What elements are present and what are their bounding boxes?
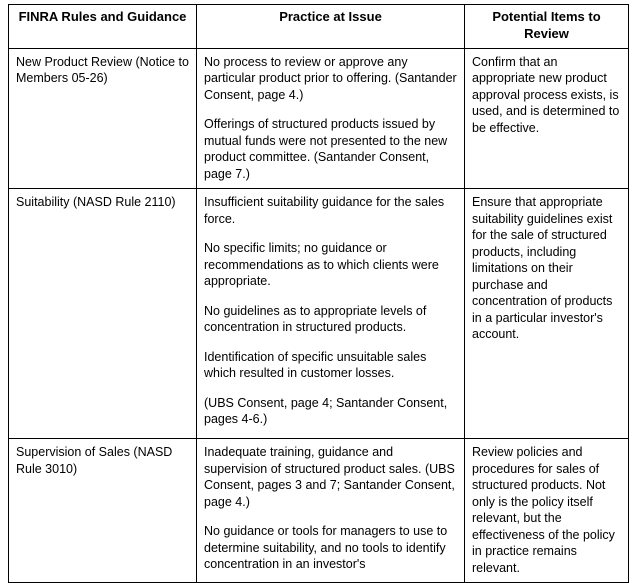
paragraph: Confirm that an appropriate new product approval process exists, is used, and is determined to be effective. bbox=[472, 54, 620, 135]
paragraph: (UBS Consent, page 4; Santander Consent, pages 4-6.) bbox=[204, 395, 448, 427]
paragraph: Suitability (NASD Rule 2110) bbox=[16, 195, 176, 210]
table-row bbox=[9, 189, 629, 439]
cell-rules bbox=[9, 48, 197, 189]
paragraph-text: Offerings of structured products issued by mutual funds were not presented to the new product committee. (Santander Consent, page 7.) bbox=[204, 117, 448, 181]
paragraph: No guidelines as to appropriate levels of concentration in structured products. bbox=[204, 303, 427, 335]
table-row bbox=[9, 48, 629, 189]
column-header-practice: Practice at Issue bbox=[197, 5, 465, 49]
cell-practice bbox=[197, 189, 465, 439]
cell-rules bbox=[9, 439, 197, 583]
column-header-rules: FINRA Rules and Guidance bbox=[9, 5, 197, 49]
paragraph: Insufficient suitability guidance for the sales force. bbox=[204, 195, 445, 226]
column-header-potential: Potential Items to Review bbox=[465, 5, 629, 49]
paragraph: No guidance or tools for managers to use to determine suitability, and no tools to identify concentration in an investor's bbox=[204, 524, 448, 572]
paragraph: Ensure that appropriate suitability guidelines exist for the sale of structured products, including limitations on their purchase and concentration of products in a particular investor's account. bbox=[472, 195, 613, 342]
paragraph: No specific limits; no guidance or recommendations as to which clients were appropriate. bbox=[204, 241, 439, 289]
paragraph: No process to review or approve any particular product prior to offering. (Santander Consent, page 4.) bbox=[204, 54, 457, 102]
compliance-table bbox=[8, 4, 629, 583]
paragraph: Inadequate training, guidance and supervision of structured product sales. (UBS Consent, pages 3 and 7; Santander Consent, page 4.) bbox=[204, 445, 455, 509]
cell-practice bbox=[197, 48, 465, 189]
cell-rules bbox=[9, 189, 197, 439]
table-header-row bbox=[9, 5, 629, 49]
paragraph: Supervision of Sales (NASD Rule 3010) bbox=[16, 445, 173, 476]
cell-potential bbox=[465, 189, 629, 439]
paragraph bbox=[204, 116, 457, 182]
paragraph: Review policies and procedures for sales of structured products. Not only is the policy itself relevant, but the effectiveness of the policy in practice remains relevant. bbox=[472, 445, 615, 575]
table-row bbox=[9, 439, 629, 583]
cell-practice bbox=[197, 439, 465, 583]
paragraph: New Product Review (Notice to Members 05-26) bbox=[16, 54, 189, 86]
cell-potential bbox=[465, 439, 629, 583]
cell-potential bbox=[465, 48, 629, 189]
paragraph: Identification of specific unsuitable sales which resulted in customer losses. bbox=[204, 349, 427, 381]
